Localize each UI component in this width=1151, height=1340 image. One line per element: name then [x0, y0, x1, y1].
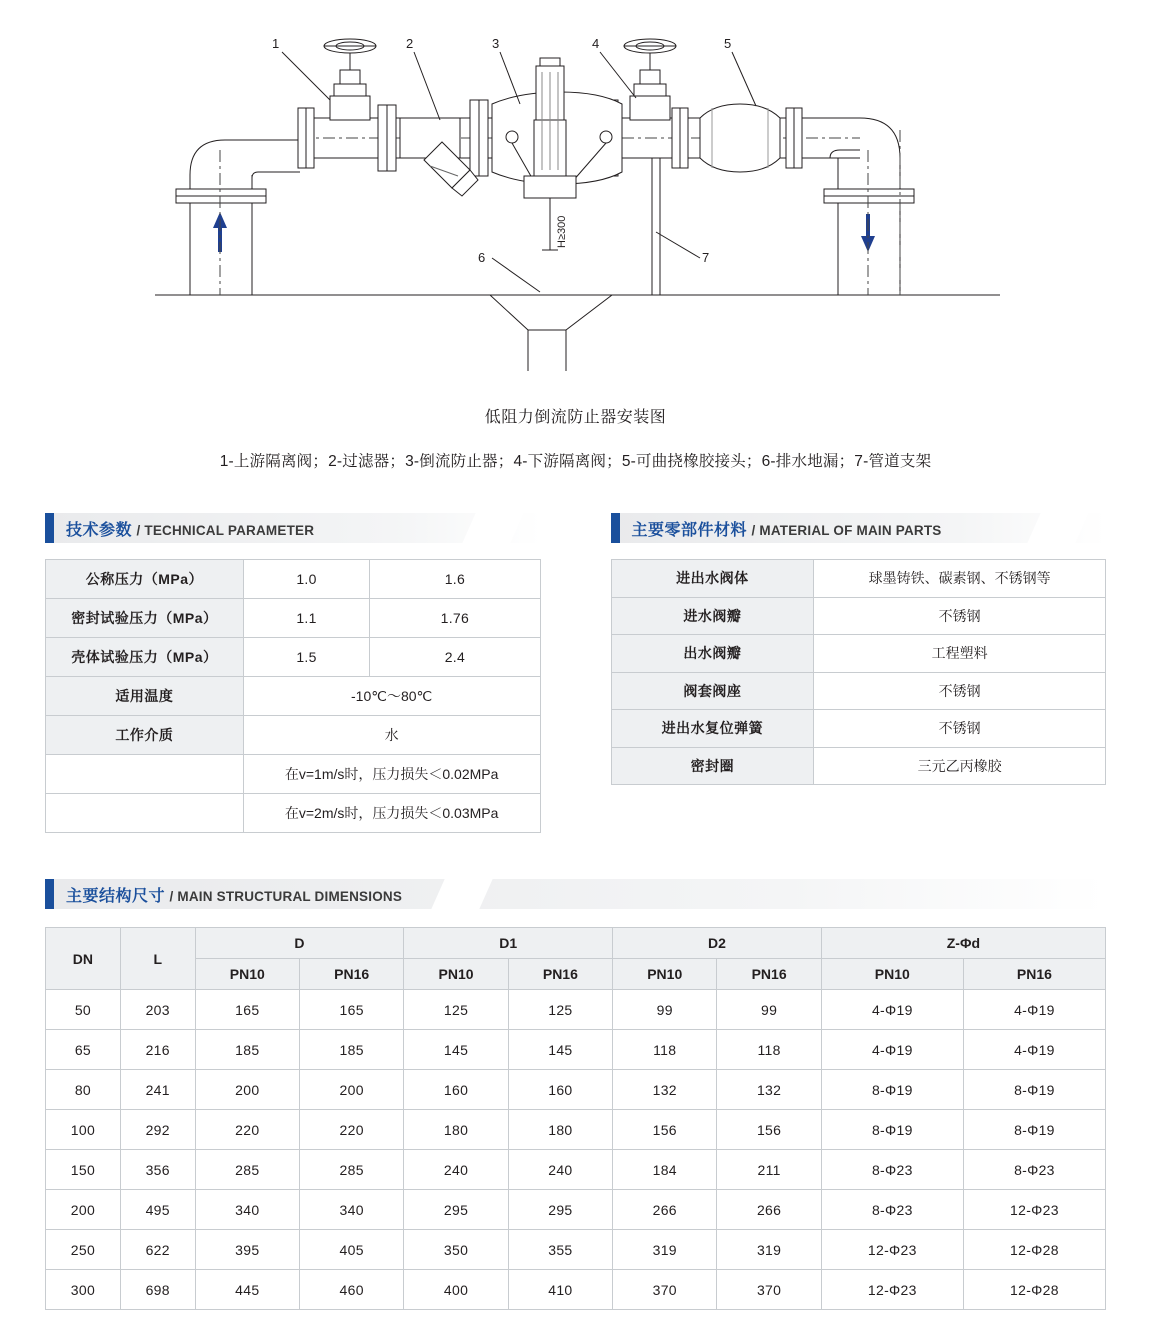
table-row: [46, 1270, 1106, 1310]
technical-parameter-table: [45, 559, 541, 833]
table-row: [46, 1030, 1106, 1070]
col-header-d2: D2: [613, 928, 822, 959]
row-value-pn10: 1.0: [243, 560, 369, 599]
spec-columns: [0, 513, 1151, 833]
section-title-cn: 主要零部件材料: [631, 521, 748, 539]
accent-bar: [611, 513, 620, 543]
callout-6: 6: [478, 250, 486, 265]
cell-d1-pn16: 145: [508, 1030, 612, 1070]
cell-d-pn16: 405: [299, 1230, 403, 1270]
material-header: [611, 513, 1107, 543]
subcol-d2-pn10: PN10: [613, 959, 717, 990]
cell-d1-pn10: 400: [404, 1270, 508, 1310]
cell-d2-pn10: 156: [613, 1110, 717, 1150]
table-row: [611, 672, 1106, 710]
col-header-dn: DN: [46, 928, 121, 990]
cell-d1-pn16: 355: [508, 1230, 612, 1270]
cell-d-pn10: 165: [195, 990, 299, 1030]
material-table: [611, 559, 1107, 785]
row-label: 进水阀瓣: [611, 597, 814, 635]
subcol-zd-pn10: PN10: [821, 959, 963, 990]
cell-d2-pn16: 118: [717, 1030, 821, 1070]
technical-parameter-header: [45, 513, 541, 543]
cell-l: 216: [120, 1030, 195, 1070]
cell-d1-pn10: 240: [404, 1150, 508, 1190]
callout-1: 1: [272, 36, 280, 51]
cell-d1-pn16: 410: [508, 1270, 612, 1310]
section-title-cn: 主要结构尺寸: [66, 887, 166, 905]
cell-dn: 150: [46, 1150, 121, 1190]
cell-dn: 50: [46, 990, 121, 1030]
cell-zd-pn16: 4-Φ19: [963, 990, 1105, 1030]
cell-d2-pn10: 132: [613, 1070, 717, 1110]
table-row: [46, 716, 541, 755]
subcol-d-pn10: PN10: [195, 959, 299, 990]
table-row: [611, 710, 1106, 748]
cell-d-pn16: 165: [299, 990, 403, 1030]
row-value-pn16: 1.76: [370, 599, 540, 638]
row-value: 不锈钢: [814, 710, 1106, 748]
col-header-l: L: [120, 928, 195, 990]
cell-dn: 300: [46, 1270, 121, 1310]
row-label: 密封试验压力（MPa）: [46, 599, 244, 638]
cell-d1-pn16: 180: [508, 1110, 612, 1150]
callout-5: 5: [724, 36, 732, 51]
cell-dn: 250: [46, 1230, 121, 1270]
cell-d-pn10: 445: [195, 1270, 299, 1310]
cell-dn: 80: [46, 1070, 121, 1110]
table-row: [46, 1070, 1106, 1110]
height-label: H≥300: [556, 215, 568, 248]
table-row: [46, 638, 541, 677]
cell-d2-pn10: 99: [613, 990, 717, 1030]
table-row: [611, 747, 1106, 785]
row-label: 进出水阀体: [611, 560, 814, 598]
cell-d2-pn16: 156: [717, 1110, 821, 1150]
section-title-en: / TECHNICAL PARAMETER: [136, 522, 315, 538]
row-value-pn10: 1.5: [243, 638, 369, 677]
cell-l: 698: [120, 1270, 195, 1310]
table-row: [46, 755, 541, 794]
dimensions-header: [45, 879, 1106, 909]
subcol-zd-pn16: PN16: [963, 959, 1105, 990]
cell-d1-pn16: 125: [508, 990, 612, 1030]
cell-zd-pn16: 12-Φ28: [963, 1270, 1105, 1310]
cell-d-pn10: 200: [195, 1070, 299, 1110]
row-value: 球墨铸铁、碳素钢、不锈钢等: [814, 560, 1106, 598]
row-value: 不锈钢: [814, 672, 1106, 710]
diagram-caption: 低阻力倒流防止器安装图: [484, 409, 667, 426]
diagram-legend: 1-上游隔离阀；2-过滤器；3-倒流防止器；4-下游隔离阀；5-可曲挠橡胶接头；6-排水地漏；7-管道支架: [219, 453, 932, 470]
table-row: [46, 1150, 1106, 1190]
cell-l: 622: [120, 1230, 195, 1270]
cell-d2-pn10: 184: [613, 1150, 717, 1190]
cell-d1-pn10: 125: [404, 990, 508, 1030]
cell-d-pn16: 460: [299, 1270, 403, 1310]
cell-d2-pn16: 132: [717, 1070, 821, 1110]
cell-d-pn10: 395: [195, 1230, 299, 1270]
cell-l: 356: [120, 1150, 195, 1190]
cell-d1-pn10: 295: [404, 1190, 508, 1230]
cell-zd-pn16: 8-Φ19: [963, 1070, 1105, 1110]
cell-d1-pn10: 180: [404, 1110, 508, 1150]
table-row: [46, 1230, 1106, 1270]
table-row: [611, 597, 1106, 635]
cell-d-pn16: 220: [299, 1110, 403, 1150]
material-section: [611, 513, 1107, 833]
cell-d1-pn10: 145: [404, 1030, 508, 1070]
cell-zd-pn16: 12-Φ23: [963, 1190, 1105, 1230]
row-value: 不锈钢: [814, 597, 1106, 635]
row-value-pn16: 2.4: [370, 638, 540, 677]
cell-d-pn16: 285: [299, 1150, 403, 1190]
row-label: 密封圈: [611, 747, 814, 785]
cell-zd-pn10: 8-Φ19: [821, 1110, 963, 1150]
cell-d2-pn16: 370: [717, 1270, 821, 1310]
subcol-d-pn16: PN16: [299, 959, 403, 990]
cell-d-pn10: 185: [195, 1030, 299, 1070]
cell-d2-pn10: 266: [613, 1190, 717, 1230]
installation-diagram: [0, 0, 1151, 400]
cell-d2-pn16: 319: [717, 1230, 821, 1270]
callout-2: 2: [406, 36, 414, 51]
row-label-empty: [46, 755, 244, 794]
row-value: 在v=2m/s时，压力损失＜0.03MPa: [243, 794, 540, 833]
cell-d2-pn16: 211: [717, 1150, 821, 1190]
row-value-pn16: 1.6: [370, 560, 540, 599]
cell-zd-pn16: 8-Φ19: [963, 1110, 1105, 1150]
cell-zd-pn10: 8-Φ19: [821, 1070, 963, 1110]
table-row: [46, 677, 541, 716]
technical-parameter-section: [45, 513, 541, 833]
cell-l: 203: [120, 990, 195, 1030]
table-row: [46, 794, 541, 833]
row-label: 壳体试验压力（MPa）: [46, 638, 244, 677]
cell-d-pn10: 220: [195, 1110, 299, 1150]
subcol-d2-pn16: PN16: [717, 959, 821, 990]
cell-zd-pn16: 8-Φ23: [963, 1150, 1105, 1190]
callout-7: 7: [702, 250, 710, 265]
dimensions-section: [0, 879, 1151, 1310]
cell-d2-pn10: 319: [613, 1230, 717, 1270]
cell-d1-pn10: 160: [404, 1070, 508, 1110]
row-label: 适用温度: [46, 677, 244, 716]
table-row: [46, 990, 1106, 1030]
subcol-d1-pn10: PN10: [404, 959, 508, 990]
row-value: 在v=1m/s时，压力损失＜0.02MPa: [243, 755, 540, 794]
dimensions-table: [45, 927, 1106, 1310]
cell-zd-pn16: 12-Φ28: [963, 1230, 1105, 1270]
row-value: -10℃～80℃: [243, 677, 540, 716]
cell-d2-pn16: 99: [717, 990, 821, 1030]
cell-zd-pn16: 4-Φ19: [963, 1030, 1105, 1070]
cell-l: 495: [120, 1190, 195, 1230]
cell-d1-pn10: 350: [404, 1230, 508, 1270]
cell-l: 292: [120, 1110, 195, 1150]
cell-zd-pn10: 12-Φ23: [821, 1270, 963, 1310]
cell-d2-pn10: 370: [613, 1270, 717, 1310]
cell-d1-pn16: 240: [508, 1150, 612, 1190]
row-label: 进出水复位弹簧: [611, 710, 814, 748]
col-header-d: D: [195, 928, 404, 959]
cell-d-pn10: 285: [195, 1150, 299, 1190]
table-row: [611, 635, 1106, 673]
row-value-pn10: 1.1: [243, 599, 369, 638]
table-row: [46, 599, 541, 638]
cell-zd-pn10: 4-Φ19: [821, 990, 963, 1030]
callout-4: 4: [592, 36, 600, 51]
callout-3: 3: [492, 36, 500, 51]
cell-zd-pn10: 8-Φ23: [821, 1150, 963, 1190]
cell-d2-pn10: 118: [613, 1030, 717, 1070]
diagram-svg: [0, 0, 1151, 400]
cell-d1-pn16: 295: [508, 1190, 612, 1230]
section-title-en: / MATERIAL OF MAIN PARTS: [751, 522, 942, 538]
cell-dn: 100: [46, 1110, 121, 1150]
table-header-row: [46, 928, 1106, 959]
table-subheader-row: [46, 959, 1106, 990]
table-row: [611, 560, 1106, 598]
row-label: 工作介质: [46, 716, 244, 755]
cell-d1-pn16: 160: [508, 1070, 612, 1110]
cell-zd-pn10: 8-Φ23: [821, 1190, 963, 1230]
cell-dn: 200: [46, 1190, 121, 1230]
row-label: 出水阀瓣: [611, 635, 814, 673]
section-title-en: / MAIN STRUCTURAL DIMENSIONS: [169, 888, 403, 904]
accent-bar: [45, 879, 54, 909]
col-header-zd: Z-Φd: [821, 928, 1105, 959]
table-row: [46, 1190, 1106, 1230]
row-value: 三元乙丙橡胶: [814, 747, 1106, 785]
cell-d-pn16: 200: [299, 1070, 403, 1110]
cell-dn: 65: [46, 1030, 121, 1070]
table-row: [46, 560, 541, 599]
row-label: 公称压力（MPa）: [46, 560, 244, 599]
col-header-d1: D1: [404, 928, 613, 959]
cell-d-pn16: 185: [299, 1030, 403, 1070]
row-value: 水: [243, 716, 540, 755]
section-title-cn: 技术参数: [66, 521, 133, 539]
cell-zd-pn10: 4-Φ19: [821, 1030, 963, 1070]
table-row: [46, 1110, 1106, 1150]
cell-d-pn16: 340: [299, 1190, 403, 1230]
row-value: 工程塑料: [814, 635, 1106, 673]
row-label: 阀套阀座: [611, 672, 814, 710]
cell-zd-pn10: 12-Φ23: [821, 1230, 963, 1270]
cell-d-pn10: 340: [195, 1190, 299, 1230]
accent-bar: [45, 513, 54, 543]
cell-l: 241: [120, 1070, 195, 1110]
cell-d2-pn16: 266: [717, 1190, 821, 1230]
subcol-d1-pn16: PN16: [508, 959, 612, 990]
row-label-empty: [46, 794, 244, 833]
